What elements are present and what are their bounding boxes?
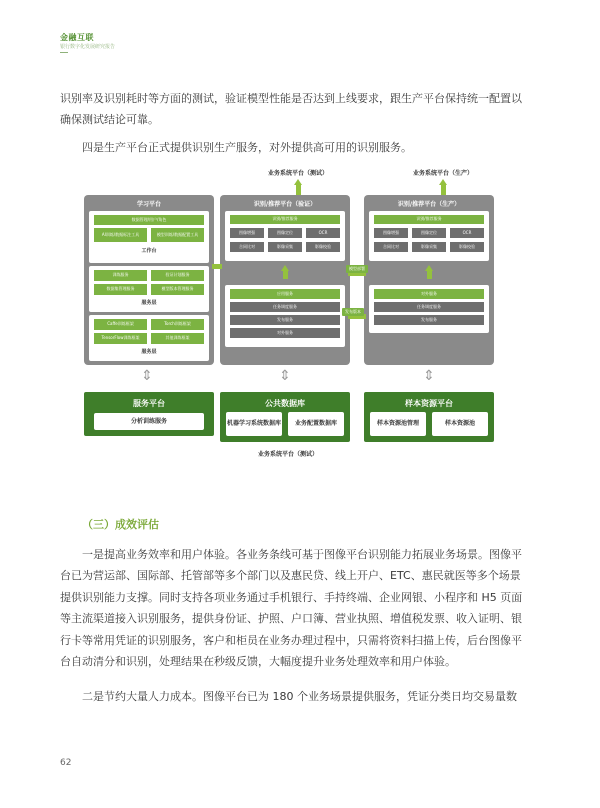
header-subtitle: 银行数字化发展研究报告 (60, 44, 116, 50)
prod-engine-cell: 合同比对 (374, 242, 408, 252)
public-db-panel (220, 392, 350, 442)
learning-service-cell: 模型版本管理服务 (151, 284, 204, 295)
learning-framework-cell: Caffe训练框架 (94, 319, 147, 330)
paragraph-3-line: 台已为营运部、国际部、托管部等多个部门以及惠民贷、线上开户、ETC、惠民就医等多个场景 (60, 569, 521, 583)
sample-platform-panel (364, 392, 494, 442)
learning-framework-cell: Torch训练框架 (151, 319, 204, 330)
learning-work-cell: 模型训练/数据配置工具 (151, 228, 204, 242)
paragraph-3-line: 提供识别能力支撑。同时支持各项业务通过手机银行、手持终端、企业网银、小程序和 H5 页面 (60, 590, 523, 604)
verify-engine-cell: 影像采集 (268, 242, 302, 252)
double-arrow-icon: ⇕ (423, 368, 435, 384)
learning-platform-panel (84, 195, 214, 365)
verify-engine-cell: 影像校验 (306, 242, 340, 252)
prod-stack-cell: 发布服务 (374, 315, 484, 325)
prod-up-arrow (425, 265, 433, 279)
learning-framework-cell: 其他训练框架 (151, 333, 204, 344)
verify-stack-cell: 任务调度服务 (230, 302, 340, 312)
verify-up-arrow (281, 265, 289, 279)
paragraph-3-line: 一是提高业务效率和用户体验。各业务条线可基于图像平台识别能力拓展业务场景。图像平 (82, 548, 522, 561)
public-db-cell: 机器学习系统数据库 (226, 412, 282, 436)
double-arrow-icon: ⇕ (279, 368, 291, 384)
prod-stack-cell: 任务调度服务 (374, 302, 484, 312)
verify-stack-panel (225, 285, 345, 347)
sample-platform-cell: 样本资源池管理 (370, 412, 426, 436)
learning-service-cell: 数据集管理服务 (94, 284, 147, 295)
learning-work-panel (89, 211, 209, 263)
paragraph-1 (60, 88, 540, 131)
prod-engine-cell: 影像校验 (450, 242, 484, 252)
architecture-diagram (78, 165, 522, 465)
up-arrow-test (294, 179, 302, 195)
section-title: （三）成效评估 (82, 518, 159, 531)
paragraph-3-line: 台自动清分和识别，处理结果在秒级反馈，大幅度提升业务处理效率和用户体验。 (60, 655, 456, 669)
verify-engine-cell: OCR (306, 228, 340, 238)
prod-engine-cell: OCR (450, 228, 484, 238)
paragraph-1-line-1: 识别率及识别耗时等方面的测试，验证模型性能是否达到上线要求，跟生产平台保持统一配置以 (60, 92, 522, 105)
public-db-title: 公共数据库 (265, 399, 305, 408)
header-title: 金融互联 (60, 33, 94, 42)
prod-engine-label: 识别/推荐服务 (374, 215, 484, 224)
learning-platform-title: 学习平台 (136, 201, 161, 208)
top-label-prod: 业务系统平台（生产） (412, 170, 473, 177)
learning-framework-cell: TensorFlow训练框架 (94, 333, 147, 344)
learning-work-cell: 数据管理/用户/角色 (94, 215, 204, 225)
service-platform-panel (84, 392, 214, 436)
learning-work-title: 工作台 (141, 248, 157, 254)
paragraph-4: 二是节约大量人力成本。图像平台已为 180 个业务场景提供服务，凭证分类日均交易量数 (82, 690, 517, 703)
prod-engine-cell: 图像定位 (412, 228, 446, 238)
verify-platform-panel (220, 195, 350, 365)
public-db-cell: 业务配置数据库 (288, 412, 344, 436)
prod-stack-cell: 对外服务 (374, 289, 484, 299)
paragraph-1-line-2: 确保测试结论可靠。 (60, 113, 159, 127)
verify-engine-cell: 图像定位 (268, 228, 302, 238)
paragraph-3 (60, 544, 542, 672)
verify-platform-title: 识别/推荐平台（验证） (253, 201, 317, 208)
header-divider (60, 52, 68, 53)
prod-engine-cell: 图像增强 (374, 228, 408, 238)
sample-platform-title: 样本资源平台 (405, 399, 453, 408)
service-platform-cell: 分析训练服务 (94, 413, 204, 430)
service-platform-title: 服务平台 (133, 399, 165, 408)
verify-stack-cell: 对外服务 (230, 328, 340, 338)
double-arrow-icon: ⇕ (141, 368, 153, 384)
sync-label: 模型部署 (346, 265, 368, 273)
prod-engine-panel (369, 211, 489, 261)
verify-engine-panel (225, 211, 345, 261)
learning-service-cell: 训练服务 (94, 270, 147, 281)
learning-service-title: 服务层 (141, 300, 157, 306)
learning-framework-panel (89, 315, 209, 361)
verify-engine-cell: 图像增强 (230, 228, 264, 238)
prod-engine-cell: 影像采集 (412, 242, 446, 252)
learning-work-cell: AI训练/数据标注工具 (94, 228, 147, 242)
page-number: 62 (60, 758, 72, 768)
prod-stack-panel (369, 285, 489, 333)
up-arrow-prod (439, 179, 447, 195)
paragraph-3-line: 等主流渠道接入识别服务，提供身份证、护照、户口簿、营业执照、增值税发票、收入证明、银 (60, 612, 522, 626)
verify-engine-label: 识别/推荐服务 (230, 215, 340, 224)
verify-engine-cell: 合同比对 (230, 242, 264, 252)
publish-label: 发布版本 (342, 308, 364, 316)
bottom-label: 业务系统平台（测试） (257, 451, 318, 458)
paragraph-2: 四是生产平台正式提供识别生产服务，对外提供高可用的识别服务。 (82, 141, 412, 154)
verify-stack-cell: 发布服务 (230, 315, 340, 325)
prod-platform-panel (364, 195, 494, 365)
learning-framework-title: 服务层 (141, 349, 157, 355)
verify-stack-cell: 应用服务 (230, 289, 340, 299)
learning-to-verify-arrow (212, 264, 222, 269)
top-label-test: 业务系统平台（测试） (267, 170, 328, 177)
paragraph-3-line: 行卡等常用凭证的识别服务，客户和柜员在业务办理过程中，只需将资料扫描上传，后台图像平 (60, 633, 522, 647)
prod-platform-title: 识别/推荐平台（生产） (397, 201, 461, 208)
learning-service-panel (89, 266, 209, 312)
learning-service-cell: 验证计划服务 (151, 270, 204, 281)
sample-platform-cell: 样本资源池 (432, 412, 488, 436)
